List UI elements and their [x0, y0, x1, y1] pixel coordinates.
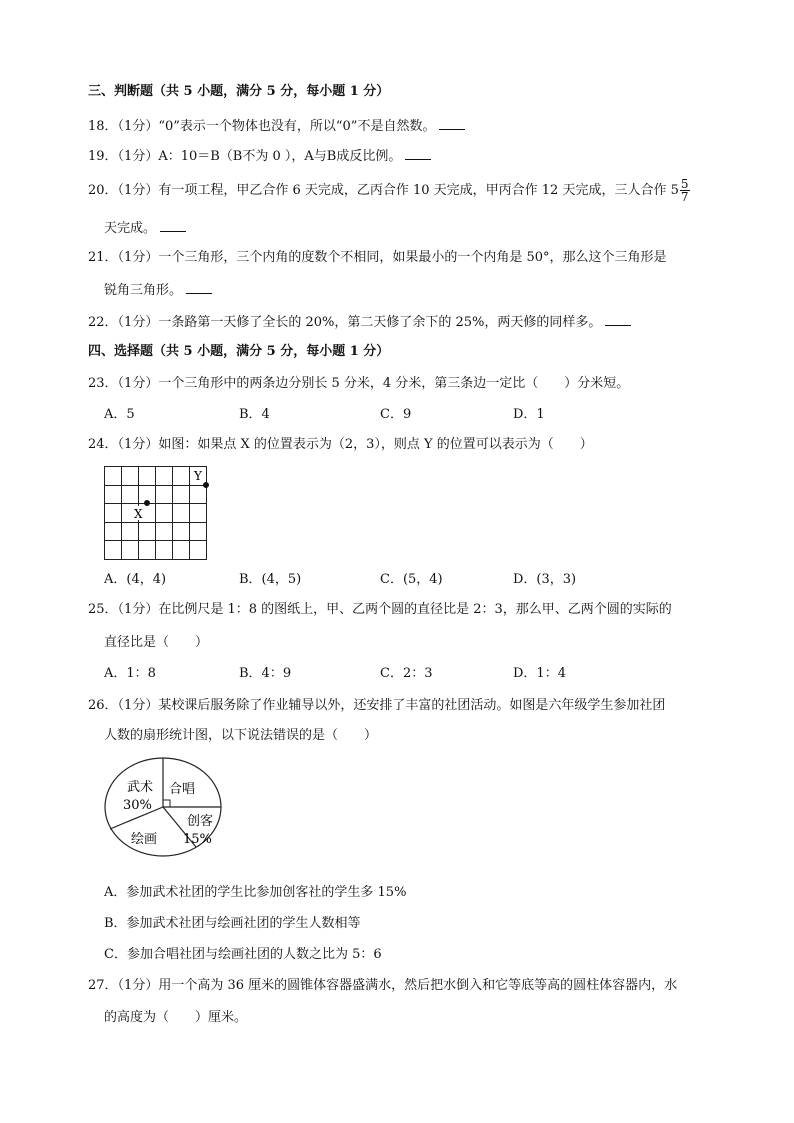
q25-option-b[interactable]: B．4：9 — [239, 666, 292, 681]
answer-blank[interactable] — [160, 219, 186, 232]
question-21-line1: 21．（1分）一个三角形，三个内角的度数个不相同，如果最小的一个内角是 50°，那么这个三角形是 — [88, 250, 667, 265]
q26-option-b[interactable]: B．参加武术社团与绘画社团的学生人数相等 — [104, 916, 361, 931]
q24-option-c[interactable]: C．(5，4) — [380, 572, 443, 587]
question-20-line2: 天完成。 — [104, 219, 186, 238]
point-y — [203, 482, 209, 488]
q26-option-c[interactable]: C．参加合唱社团与绘画社团的人数之比为 5：6 — [104, 947, 382, 962]
question-26-line1: 26．（1分）某校课后服务除了作业辅导以外，还安排了丰富的社团活动。如图是六年级学生参加社团 — [88, 698, 666, 713]
pie-label-chuangke: 创客 — [187, 814, 214, 829]
q25-option-c[interactable]: C．2：3 — [380, 666, 433, 681]
coordinate-grid-figure — [104, 466, 210, 562]
question-27-line1: 27．（1分）用一个高为 36 厘米的圆锥体容器盛满水，然后把水倒入和它等底等高的圆柱体容器内，水 — [88, 978, 678, 993]
q24-option-b[interactable]: B．(4，5) — [239, 572, 302, 587]
answer-blank[interactable] — [439, 117, 465, 130]
question-27-line2: 的高度为（ ）厘米。 — [104, 1010, 248, 1025]
section3-title: 三、判断题（共 5 小题，满分 5 分，每小题 1 分） — [88, 84, 390, 99]
point-x — [144, 500, 150, 506]
question-25-line2: 直径比是（ ） — [104, 635, 209, 650]
section4-title: 四、选择题（共 5 小题，满分 5 分，每小题 1 分） — [88, 344, 390, 359]
q23-option-d[interactable]: D．1 — [513, 407, 545, 422]
q26-option-a[interactable]: A．参加武术社团的学生比参加创客社的学生多 15% — [104, 885, 407, 900]
q25-option-d[interactable]: D．1：4 — [513, 666, 566, 681]
label-y: Y — [194, 469, 202, 483]
q23-option-c[interactable]: C．9 — [380, 407, 412, 422]
q23-option-a[interactable]: A．5 — [104, 407, 135, 422]
pie-label-huihua: 绘画 — [131, 832, 158, 847]
q23-option-b[interactable]: B．4 — [239, 407, 270, 422]
question-19: 19．（1分）A：10＝B（B不为 0 ），A与B成反比例。 — [88, 147, 431, 166]
question-25-line1: 25．（1分）在比例尺是 1：8 的图纸上，甲、乙两个圆的直径比是 2：3，那么甲、乙两个圆的实际的 — [88, 602, 672, 617]
pie-label-wushu-pct: 30% — [123, 798, 152, 813]
question-26-line2: 人数的扇形统计图，以下说法错误的是（ ） — [104, 728, 378, 743]
question-24: 24．（1分）如图：如果点 X 的位置表示为（2，3），则点 Y 的位置可以表示为（ ） — [88, 437, 593, 452]
label-x: X — [134, 507, 143, 521]
pie-label-hechang: 合唱 — [169, 782, 196, 797]
question-22: 22．（1分）一条路第一天修了全长的 20%，第二天修了余下的 25%，两天修的同样多。 — [88, 313, 631, 332]
q24-option-d[interactable]: D．(3，3) — [513, 572, 577, 587]
answer-blank[interactable] — [405, 147, 431, 160]
question-23: 23．（1分）一个三角形中的两条边分别长 5 分米，4 分米，第三条边一定比（ ）分米短。 — [88, 376, 630, 391]
answer-blank[interactable] — [186, 281, 212, 294]
pie-label-chuangke-pct: 15% — [183, 832, 212, 847]
answer-blank[interactable] — [605, 313, 631, 326]
pie-label-wushu: 武术 — [127, 780, 154, 795]
question-20-line1: 20．（1分）有一项工程，甲乙合作 6 天完成，乙丙合作 10 天完成，甲丙合作 12 天完成，三人合作 5 $\frac{5}{7}$ — [88, 177, 689, 204]
pie-chart-figure — [103, 757, 225, 859]
question-21-line2: 锐角三角形。 — [104, 281, 212, 300]
q24-option-a[interactable]: A．(4，4) — [104, 572, 167, 587]
question-18: 18．（1分）“0”表示一个物体也没有，所以“0”不是自然数。 — [88, 117, 465, 136]
q25-option-a[interactable]: A．1：8 — [104, 666, 156, 681]
fraction-five-sevenths: $\frac{5}{7}$ — [680, 177, 689, 204]
